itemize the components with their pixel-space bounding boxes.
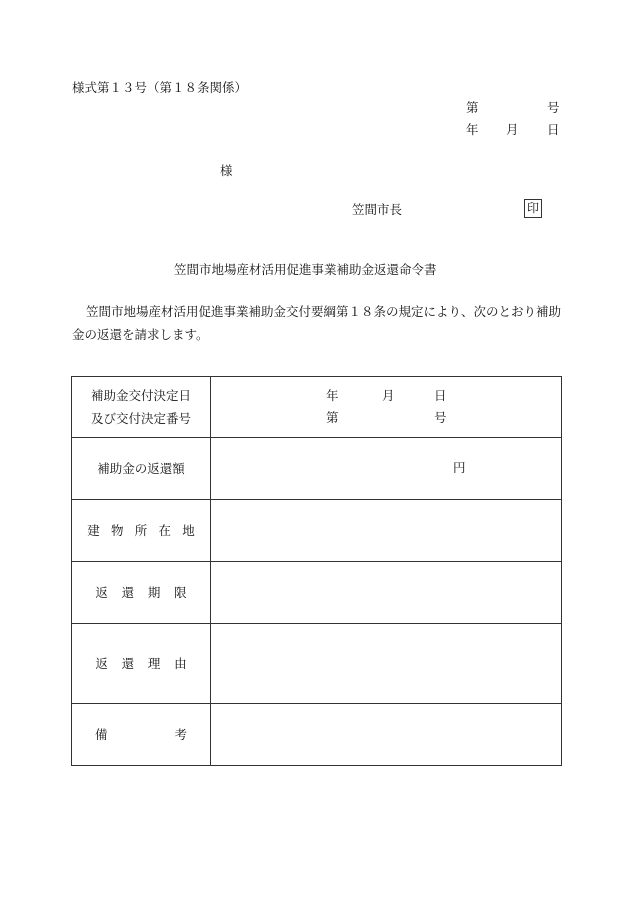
label-return-reason: [72, 624, 211, 704]
date-year: 年: [466, 122, 479, 137]
value-grant-decision[interactable]: [211, 377, 562, 438]
value-number-prefix: 第: [326, 410, 339, 425]
value-yen-unit: 円: [453, 460, 466, 475]
issuer-title: 笠間市長: [352, 202, 403, 217]
table-row-return-amount: [72, 438, 562, 500]
table-row-building-location: [72, 500, 562, 562]
label-remarks-right: 考: [174, 727, 187, 742]
label-grant-decision-date: 補助金交付決定日: [90, 388, 191, 403]
date-day: 日: [547, 122, 560, 137]
label-return-reason-text: 返還理由: [95, 656, 201, 671]
value-return-reason[interactable]: [211, 624, 562, 704]
document-title: 笠間市地場産材活用促進事業補助金返還命令書: [174, 262, 437, 277]
label-grant-decision: [72, 377, 211, 438]
value-day: 日: [434, 388, 447, 403]
value-number-suffix: 号: [434, 410, 447, 425]
value-month: 月: [382, 388, 395, 403]
value-year: 年: [326, 388, 339, 403]
doc-number-prefix: 第: [466, 100, 479, 115]
addressee-honorific: 様: [220, 163, 233, 178]
body-text: 笠間市地場産材活用促進事業補助金交付要綱第１８条の規定により、次のとおり補助金の返還を請求します。: [72, 304, 562, 342]
label-return-amount: [72, 438, 211, 500]
return-order-table: [71, 376, 562, 766]
label-grant-decision-number: 及び交付決定番号: [90, 411, 191, 426]
table-row-remarks: [72, 704, 562, 766]
body-text-block: [72, 300, 562, 346]
label-return-deadline-text: 返還期限: [95, 585, 201, 600]
label-return-deadline: [72, 562, 211, 624]
table-row-return-deadline: [72, 562, 562, 624]
value-return-amount[interactable]: [211, 438, 562, 500]
seal-mark: 印: [524, 199, 542, 218]
label-remarks: [72, 704, 211, 766]
label-building-location: [72, 500, 211, 562]
date-month: 月: [506, 122, 519, 137]
label-building-location-text: 建物所在地: [87, 523, 206, 538]
form-number: 様式第１３号（第１８条関係）: [72, 80, 248, 95]
value-remarks[interactable]: [211, 704, 562, 766]
table-row-grant-decision: [72, 377, 562, 438]
label-return-amount-text: 補助金の返還額: [97, 461, 185, 476]
label-remarks-left: 備: [95, 727, 108, 742]
table-row-return-reason: [72, 624, 562, 704]
value-building-location[interactable]: [211, 500, 562, 562]
doc-number-suffix: 号: [547, 100, 560, 115]
value-return-deadline[interactable]: [211, 562, 562, 624]
